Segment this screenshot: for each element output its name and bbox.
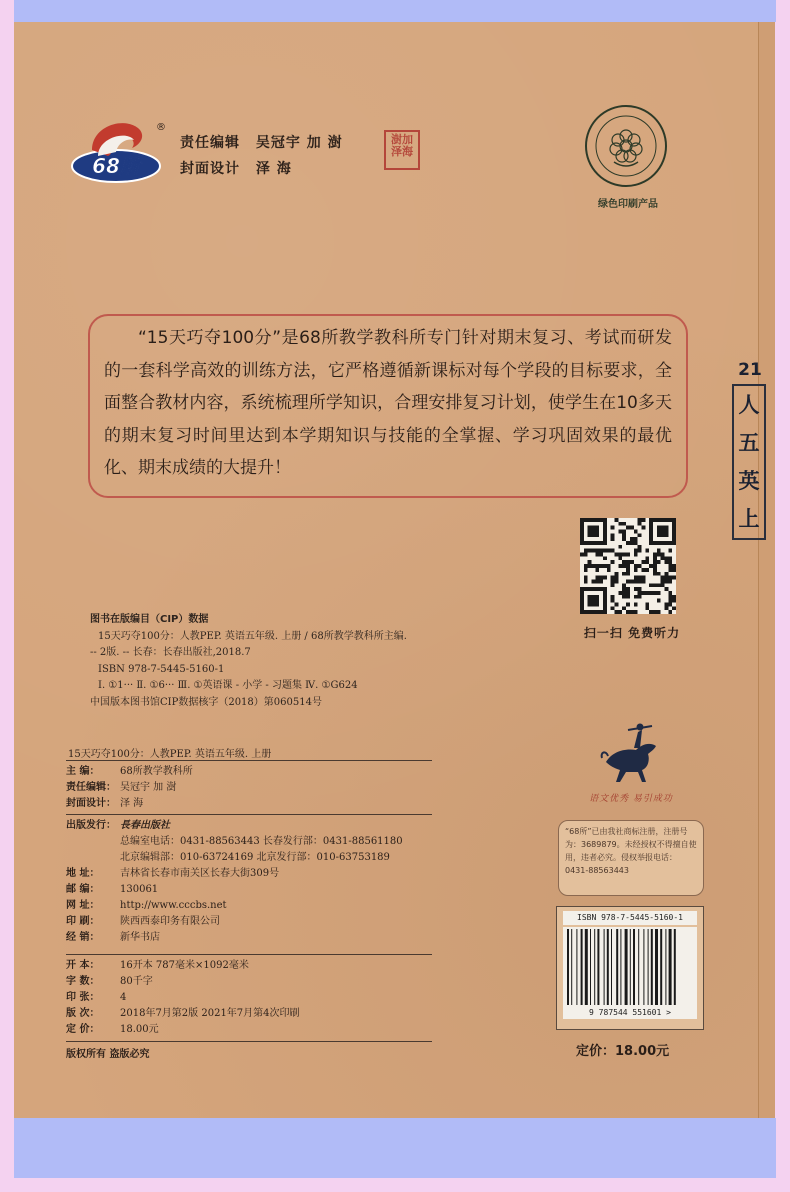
barcode-bar: [648, 929, 649, 1005]
imprint-value: http://www.cccbs.net: [120, 900, 227, 911]
barcode-bar: [597, 929, 599, 1005]
tab-char: 人: [738, 393, 760, 417]
green-print-label: 绿色印刷产品: [598, 199, 658, 210]
barcode-bar: [616, 929, 618, 1005]
qr-code[interactable]: [580, 518, 676, 614]
publisher-logo: [68, 110, 168, 190]
barcode-bar: [665, 929, 666, 1005]
imprint-key: 印 刷：: [66, 916, 100, 927]
isbn-label: ISBN 978-7-5445-5160-1: [563, 911, 697, 925]
imprint-key: 封面设计：: [66, 798, 116, 809]
grade-tab: [732, 360, 768, 540]
imprint-value: 4: [120, 992, 127, 1003]
tab-char: 上: [738, 507, 760, 531]
barcode-bar: [576, 929, 577, 1005]
cip-block: [90, 612, 450, 711]
tab-char: 英: [738, 469, 760, 493]
imprint-row: [66, 764, 436, 780]
design-credit: [180, 158, 292, 178]
imprint-value: 陕西西泰印务有限公司: [120, 916, 220, 927]
grade-tab-box: [732, 384, 766, 540]
barcode-bar: [633, 929, 635, 1005]
imprint-key: 版 次：: [66, 1008, 100, 1019]
imprint-key: 开 本：: [66, 960, 100, 971]
imprint-value: 16开本 787毫米×1092毫米: [120, 960, 249, 971]
imprint-divider: [66, 814, 432, 815]
imprint-divider: [66, 1041, 432, 1042]
barcode-bar: [620, 929, 621, 1005]
horse-rider-emblem-icon: [598, 718, 666, 788]
cip-line: 15天巧夺100分：人教PEP. 英语五年级. 上册 / 68所教学教科所主编.: [98, 630, 407, 642]
cip-line: ISBN 978-7-5445-5160-1: [98, 663, 225, 675]
trademark-notice: “68所”已由我社商标注册，注册号为：3689879。未经授权不得擅自使用，违者必究。侵权举报电话：0431-88563443: [558, 820, 704, 896]
imprint-row: [66, 818, 436, 834]
barcode-bar: [594, 929, 595, 1005]
imprint-key: 定 价：: [66, 1024, 100, 1035]
imprint-value: 80千字: [120, 976, 153, 987]
imprint-row: [66, 796, 436, 812]
barcode-bar: [567, 929, 569, 1005]
imprint-value: 吉林省长春市南关区长春大街309号: [120, 868, 280, 879]
imprint-book-title: 15天巧夺100分：人教PEP. 英语五年级. 上册: [68, 749, 272, 760]
imprint-block-1: [66, 764, 436, 812]
cip-line: -- 2版. -- 长春：长春出版社,2018.7: [90, 647, 251, 658]
barcode-bar: [607, 929, 609, 1005]
imprint-value: 18.00元: [120, 1024, 159, 1035]
name-seal: 澍加 泽海: [384, 130, 420, 170]
spine-edge: [758, 22, 775, 1118]
imprint-key: 字 数：: [66, 976, 100, 987]
barcode-bar: [590, 929, 591, 1005]
imprint-block-2: [66, 818, 436, 946]
barcode-bar: [643, 929, 644, 1005]
imprint-phone-line: 北京编辑部：010-63724169 北京发行部：010-63753189: [120, 852, 390, 863]
imprint-divider: [66, 954, 432, 955]
barcode-bar: [651, 929, 653, 1005]
imprint-key: 印 张：: [66, 992, 100, 1003]
imprint-divider: [66, 760, 432, 761]
cip-heading: 图书在版编目（CIP）数据: [90, 614, 209, 625]
imprint-key: 网 址：: [66, 900, 100, 911]
copyright-notice: 版权所有 盗版必究: [66, 1049, 150, 1060]
barcode-bar: [669, 929, 672, 1005]
barcode-bar: [625, 929, 628, 1005]
imprint-row: [66, 974, 436, 990]
imprint-block-3: [66, 958, 436, 1038]
barcode-digits: 9 787544 551601 >: [563, 1007, 697, 1019]
imprint-key: 主 编：: [66, 766, 100, 777]
editor-credit: [180, 132, 343, 152]
imprint-row: [66, 898, 436, 914]
barcode-bar: [660, 929, 662, 1005]
design-names: 泽 海: [255, 161, 292, 177]
barcode-bar: [611, 929, 612, 1005]
imprint-row: [66, 930, 436, 946]
price-label: 定价：18.00元: [576, 1044, 670, 1059]
barcode-bar: [674, 929, 676, 1005]
imprint-row: [66, 1022, 436, 1038]
barcode-bar: [604, 929, 605, 1005]
imprint-key: 经 销：: [66, 932, 100, 943]
imprint-value: 130061: [120, 884, 159, 895]
imprint-key: 邮 编：: [66, 884, 100, 895]
barcode-bar: [571, 929, 572, 1005]
imprint-row: [66, 914, 436, 930]
imprint-row: [66, 958, 436, 974]
editor-names: 吴冠宇 加 澍: [255, 135, 343, 151]
barcode-bar: [630, 929, 631, 1005]
barcode-bars: [563, 927, 697, 1007]
barcode-bar: [585, 929, 588, 1005]
imprint-row: [66, 780, 436, 796]
imprint-row: [66, 990, 436, 1006]
imprint-value: 吴冠宇 加 澍: [120, 782, 177, 793]
imprint-row: [66, 1006, 436, 1022]
imprint-phone-line: 总编室电话：0431-88563443 长春发行部：0431-88561180: [120, 836, 403, 847]
intro-box: [88, 314, 688, 498]
logo-text: 68所: [92, 154, 140, 178]
imprint-key: 地 址：: [66, 868, 100, 879]
publisher-name: 長春出版社: [120, 820, 170, 831]
imprint-row: [66, 866, 436, 882]
editor-label: 责任编辑: [180, 135, 240, 151]
top-band: [14, 0, 776, 22]
imprint-value: 泽 海: [120, 798, 144, 809]
series-number: 21: [738, 360, 762, 380]
design-label: 封面设计: [180, 161, 240, 177]
cip-line: 中国版本图书馆CIP数据核字（2018）第060514号: [90, 696, 322, 708]
registered-mark: ®: [156, 122, 166, 133]
barcode-bar: [655, 929, 658, 1005]
qr-label: 扫一扫 免费听力: [583, 626, 681, 640]
tab-char: 五: [738, 431, 760, 455]
environmental-label-icon: [584, 104, 668, 188]
bottom-band: [14, 1118, 776, 1178]
imprint-value: 2018年7月第2版 2021年7月第4次印刷: [120, 1008, 300, 1019]
barcode-bar: [581, 929, 583, 1005]
imprint-key: 责任编辑：: [66, 782, 116, 793]
imprint-row: [66, 882, 436, 898]
intro-text: “15天巧夺100分”是68所教学教科所专门针对期末复习、考试而研发的一套科学高效的训练方法，它严格遵循新课标对每个学段的目标要求，全面整合教材内容，系统梳理所学知识，合理安排复习计划，使学生在10多天的期末复习时间里达到本学期知识与技能的全掌握、学习巩固效果的最优化、期末成绩的大提升！: [104, 328, 672, 478]
barcode-bar: [638, 929, 639, 1005]
imprint-value: 新华书店: [120, 932, 160, 943]
slogan: 语文优秀 易引成功: [589, 794, 673, 804]
isbn-barcode: [556, 906, 704, 1030]
imprint-value: 68所教学教科所: [120, 766, 193, 777]
imprint-key: 出版发行：: [66, 820, 116, 831]
cip-line: Ⅰ. ①1··· Ⅱ. ①6··· Ⅲ. ①英语课 - 小学 - 习题集 Ⅳ. ①G624: [98, 680, 358, 691]
